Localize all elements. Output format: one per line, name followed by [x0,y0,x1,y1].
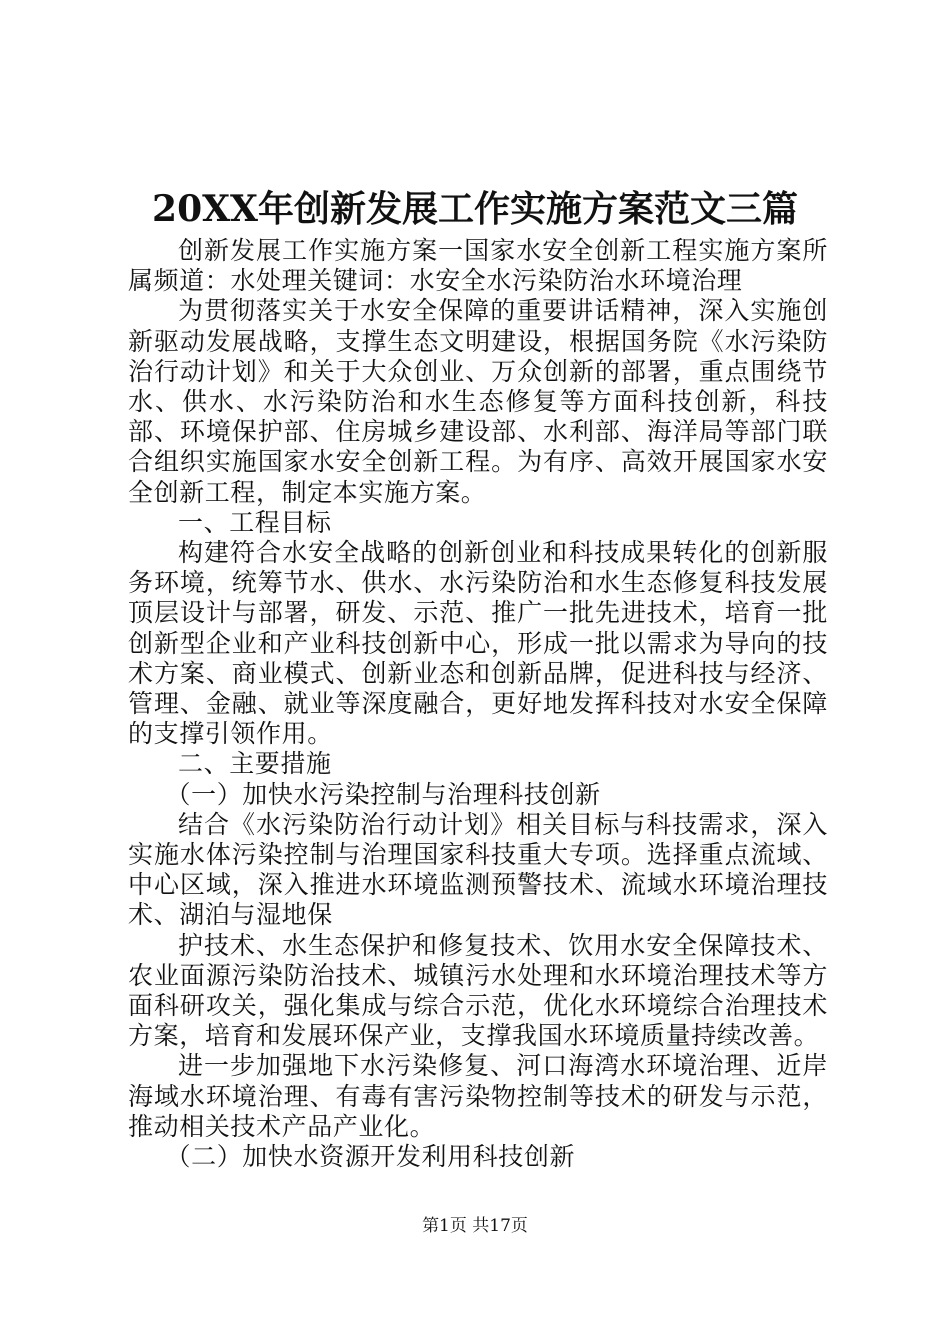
paragraph-goals: 构建符合水安全战略的创新创业和科技成果转化的创新服务环境，统筹节水、供水、水污染防治和水生态修复科技发展顶层设计与部署，研发、示范、推广一批先进技术，培育一批创新型企业和产业科技创新中心，形成一批以需求为导向的技术方案、商业模式、创新业态和创新品牌，促进科技与经济、管理、金融、就业等深度融合，更好地发挥科技对水安全保障的支撑引领作用。 [128,538,828,749]
subsection-heading-1: （一）加快水污染控制与治理科技创新 [165,779,601,809]
document-title: 20XX年创新发展工作实施方案范文三篇 [152,188,798,230]
paragraph-measure-1a: 结合《水污染防治行动计划》相关目标与科技需求，深入实施水体污染控制与治理国家科技重大专项。选择重点流域、中心区域，深入推进水环境监测预警技术、流域水环境治理技术、湖泊与湿地保 [128,809,828,930]
paragraph-background: 为贯彻落实关于水安全保障的重要讲话精神，深入实施创新驱动发展战略，支撑生态文明建设，根据国务院《水污染防治行动计划》和关于大众创业、万众创新的部署，重点围绕节水、供水、水污染防治和水生态修复等方面科技创新，科技部、环境保护部、住房城乡建设部、水利部、海洋局等部门联合组织实施国家水安全创新工程。为有序、高效开展国家水安全创新工程，制定本实施方案。 [128,296,828,507]
section-heading-goals: 一、工程目标 [178,507,332,537]
section-heading-measures: 二、主要措施 [178,749,332,779]
paragraph-measure-1c: 进一步加强地下水污染修复、河口海湾水环境治理、近岸海域水环境治理、有毒有害污染物控制等技术的研发与示范，推动相关技术产品产业化。 [128,1051,828,1141]
subsection-heading-2: （二）加快水资源开发利用科技创新 [165,1142,576,1172]
paragraph-measure-1b: 护技术、水生态保护和修复技术、饮用水安全保障技术、农业面源污染防治技术、城镇污水处理和水环境治理技术等方面科研攻关，强化集成与综合示范，优化水环境综合治理技术方案，培育和发展环保产业，支撑我国水环境质量持续改善。 [128,930,828,1051]
document-body [128,236,828,1172]
paragraph-intro: 创新发展工作实施方案一国家水安全创新工程实施方案所属频道：水处理关键词：水安全水污染防治水环境治理 [128,236,828,296]
page-footer: 第1页 共17页 [422,1216,528,1236]
